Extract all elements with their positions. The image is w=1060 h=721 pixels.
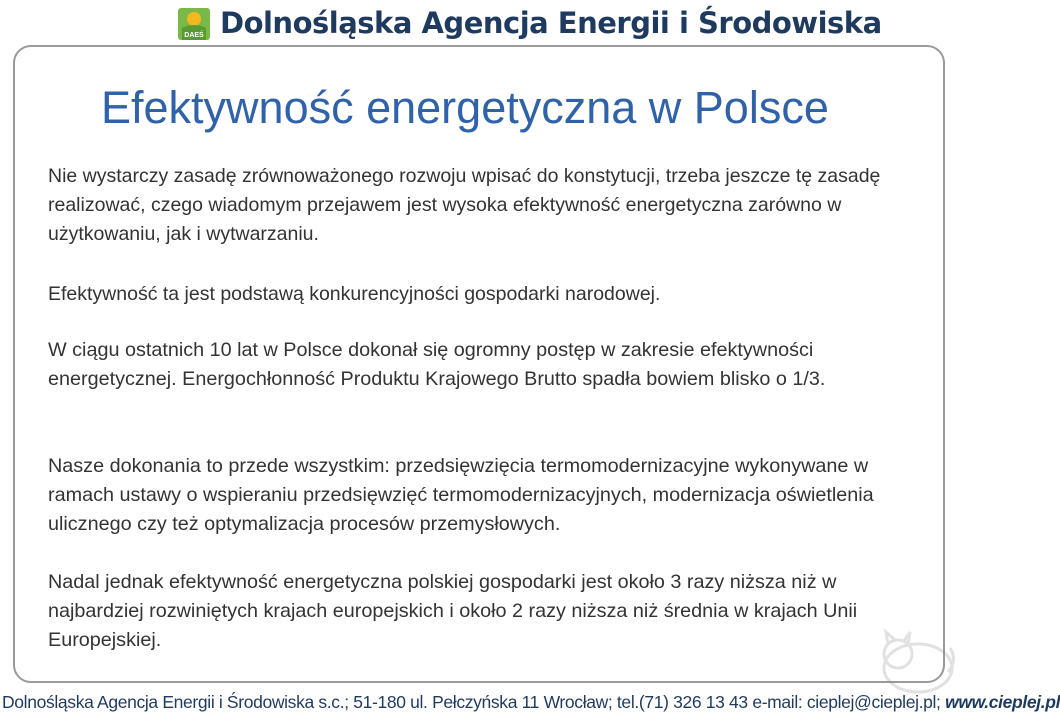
footer-text — [2, 692, 1060, 713]
paragraph-4: Nasze dokonania to przede wszystkim: przedsięwzięcia termomodernizacyjne wykonywane w ramach ustawy o wspieraniu przedsięwzięć termomodernizacyjnych, modernizacja oświetlenia ulicznego czy też optymalizacja procesów przemysłowych. — [48, 455, 874, 535]
cat-watermark-icon — [870, 620, 960, 695]
logo-text: DAEŚ — [184, 32, 204, 39]
paragraph-1: Nie wystarczy zasadę zrównoważonego rozwoju wpisać do konstytucji, trzeba jeszcze tę zasadę realizować, czego wiadomym przejawem jest wysoka efektywność energetyczna zarówno w użytkowaniu, jak i wytwarzaniu. — [48, 165, 881, 245]
organization-name: Dolnośląska Agencja Energii i Środowiska — [220, 6, 882, 40]
daes-logo-icon — [178, 8, 210, 40]
paragraph-5: Nadal jednak efektywność energetyczna polskiej gospodarki jest około 3 razy niższa niż w najbardziej rozwiniętych krajach europejskich i około 2 razy niższa niż średnia w krajach Unii Europejskiej. — [48, 571, 858, 651]
slide-title: Efektywność energetyczna w Polsce — [101, 82, 829, 133]
paragraph-3: W ciągu ostatnich 10 lat w Polsce dokonał się ogromny postęp w zakresie efektywności energetycznej. Energochłonność Produktu Krajowego Brutto spadła bowiem blisko o 1/3. — [48, 339, 826, 390]
paragraph-2: Efektywność ta jest podstawą konkurencyjności gospodarki narodowej. — [48, 283, 661, 305]
footer — [0, 688, 1060, 721]
footer-contact: Dolnośląska Agencja Energii i Środowiska s.c.; 51-180 ul. Pełczyńska 11 Wrocław; tel.(71) 326 13 43 e-mail: cieplej@cieplej.pl; — [2, 692, 946, 712]
header — [0, 0, 960, 44]
footer-website-link[interactable]: www.cieplej.pl — [945, 692, 1060, 712]
